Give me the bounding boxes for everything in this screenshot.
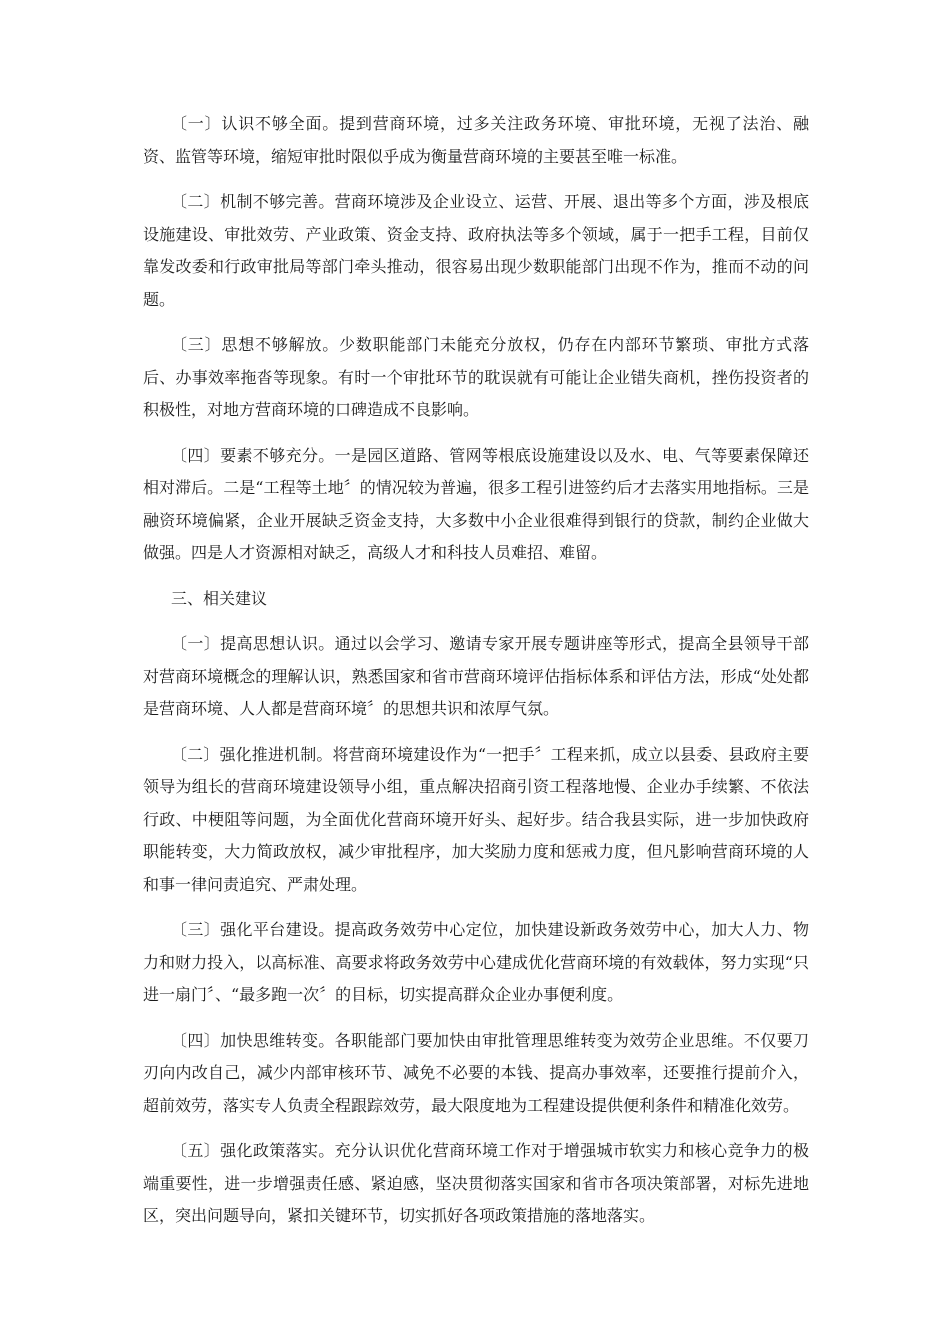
paragraph-problem-4: 〔四〕要素不够充分。一是园区道路、管网等根底设施建设以及水、电、气等要素保障还相对滞后。二是“工程等土地〞的情况较为普遍，很多工程引进签约后才去落实用地指标。三是融资环境偏紧，企业开展缺乏资金支持，大多数中小企业很难得到银行的贷款，制约企业做大做强。四是人才资源相对缺乏，高级人才和科技人员难招、难留。	[143, 445, 809, 562]
paragraph-problem-1: 〔一〕认识不够全面。提到营商环境，过多关注政务环境、审批环境，无视了法治、融资、监管等环境，缩短审批时限似乎成为衡量营商环境的主要甚至唯一标准。	[143, 114, 809, 166]
paragraph-suggestion-1: 〔一〕提高思想认识。通过以会学习、邀请专家开展专题讲座等形式，提高全县领导干部对营商环境概念的理解认识，熟悉国家和省市营商环境评估指标体系和评估方法，形成“处处都是营商环境、人人都是营商环境〞的思想共识和浓厚气氛。	[143, 634, 809, 718]
paragraph-problem-3: 〔三〕思想不够解放。少数职能部门未能充分放权，仍存在内部环节繁琐、审批方式落后、办事效率拖沓等现象。有时一个审批环节的耽误就有可能让企业错失商机，挫伤投资者的积极性，对地方营商环境的口碑造成不良影响。	[143, 335, 809, 419]
paragraph-suggestion-5: 〔五〕强化政策落实。充分认识优化营商环境工作对于增强城市软实力和核心竞争力的极端重要性，进一步增强责任感、紧迫感，坚决贯彻落实国家和省市各项决策部署，对标先进地区，突出问题导向，紧扣关键环节，切实抓好各项政策措施的落地落实。	[143, 1141, 809, 1225]
paragraph-problem-2: 〔二〕机制不够完善。营商环境涉及企业设立、运营、开展、退出等多个方面，涉及根底设施建设、审批效劳、产业政策、资金支持、政府执法等多个领域，属于一把手工程，目前仅靠发改委和行政审批局等部门牵头推动，很容易出现少数职能部门出现不作为，推而不动的问题。	[143, 192, 809, 309]
section-heading-suggestions: 三、相关建议	[171, 588, 268, 608]
paragraph-suggestion-2: 〔二〕强化推进机制。将营商环境建设作为“一把手〞工程来抓，成立以县委、县政府主要领导为组长的营商环境建设领导小组，重点解决招商引资工程落地慢、企业办手续繁、不依法行政、中梗阻等问题，为全面优化营商环境开好头、起好步。结合我县实际，进一步加快政府职能转变，大力简政放权，减少审批程序，加大奖励力度和惩戒力度，但凡影响营商环境的人和事一律问责追究、严肃处理。	[143, 744, 809, 894]
paragraph-suggestion-4: 〔四〕加快思维转变。各职能部门要加快由审批管理思维转变为效劳企业思维。不仅要刀刃向内改自己，减少内部审核环节、减免不必要的本钱、提高办事效率，还要推行提前介入，超前效劳，落实专人负责全程跟踪效劳，最大限度地为工程建设提供便利条件和精准化效劳。	[143, 1030, 809, 1115]
paragraph-suggestion-3: 〔三〕强化平台建设。提高政务效劳中心定位，加快建设新政务效劳中心，加大人力、物力和财力投入，以高标准、高要求将政务效劳中心建成优化营商环境的有效载体，努力实现“只进一扇门〞、“最多跑一次〞的目标，切实提高群众企业办事便利度。	[143, 920, 809, 1004]
document-body	[143, 108, 809, 1246]
